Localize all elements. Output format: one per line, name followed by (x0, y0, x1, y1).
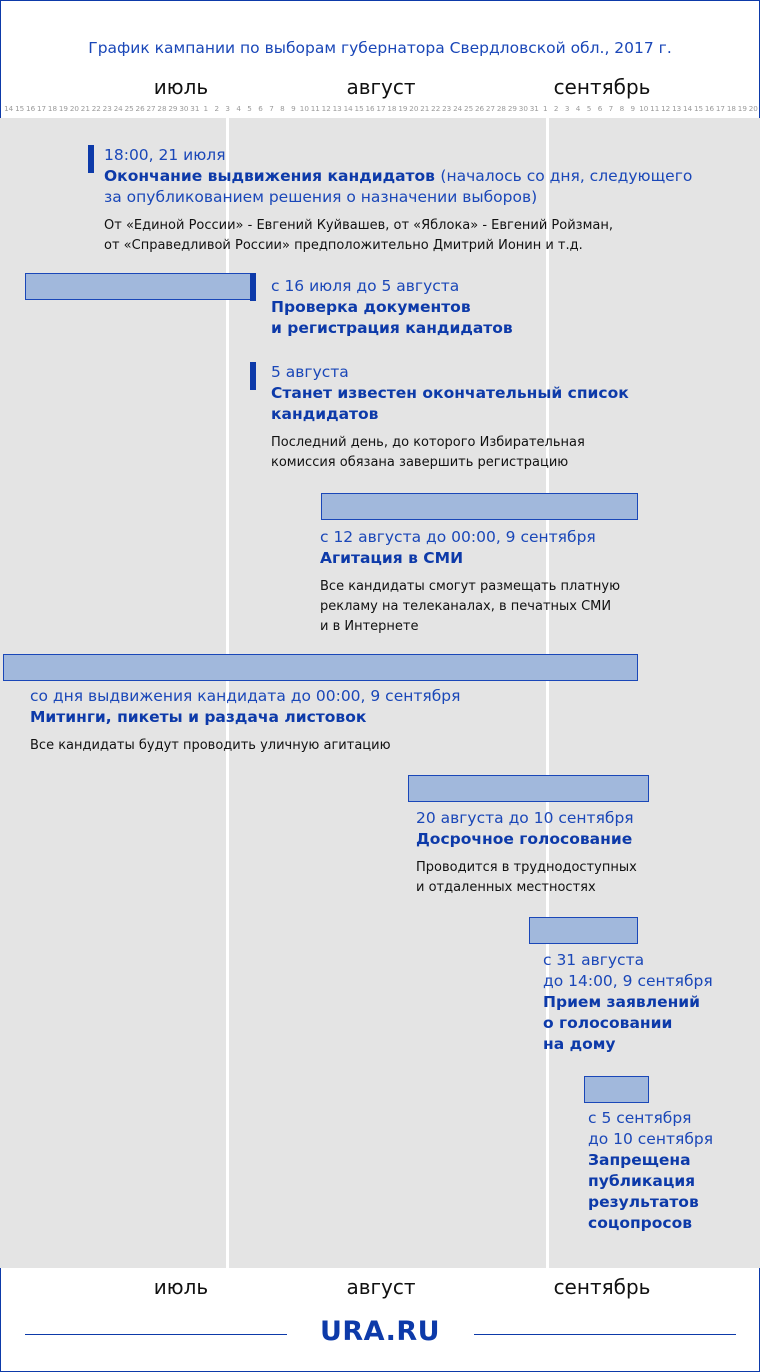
day-tick-label: 28 (496, 104, 507, 113)
day-tick-label: 8 (280, 104, 285, 113)
day-tick-label: 13 (672, 104, 682, 113)
september-divider (546, 118, 549, 1268)
event-date: 5 августа (271, 363, 349, 381)
event-poll-publication-ban (588, 1108, 713, 1234)
day-tick-label: 29 (168, 104, 178, 113)
event-bar-media-campaign (321, 493, 639, 520)
event-bar-poll-publication-ban (584, 1076, 650, 1103)
day-tick-label: 14 (4, 104, 14, 113)
day-tick-label: 1 (542, 104, 548, 113)
day-tick-label: 16 (704, 104, 715, 113)
day-tick-label: 3 (564, 104, 570, 113)
day-tick-label: 17 (715, 104, 726, 113)
event-description: От «Единой России» - Евгений Куйвашев, от «Яблока» - Евгений Ройзман, от «Справедливой России» предположительно Дмитрий Ионин и т.д. (104, 218, 613, 253)
day-tick-label: 8 (619, 104, 625, 113)
event-name: Запрещена публикация результатов соцопросов (588, 1151, 699, 1232)
event-date: 20 августа до 10 сентября (416, 809, 634, 827)
event-bar-rallies (3, 654, 638, 681)
day-tick-label: 9 (291, 104, 296, 113)
day-tick-label: 7 (269, 104, 274, 113)
event-name: Окончание выдвижения кандидатов (началось со дня, следующего за опубликованием решения о назначении выборов) (104, 167, 693, 206)
event-media-campaign (320, 527, 620, 637)
day-tick-label: 31 (190, 104, 200, 113)
day-tick-label: 23 (442, 104, 452, 113)
chart-title: График кампании по выборам губернатора Свердловской обл., 2017 г. (88, 39, 672, 57)
day-tick-label: 15 (693, 104, 704, 113)
day-tick-label: 4 (236, 104, 241, 113)
event-note: (началось со дня, следующего за опубликованием решения о назначении выборов) (104, 167, 693, 206)
event-description: Проводится в труднодоступных и отдаленных местностях (416, 860, 637, 895)
day-tick-label: 18 (47, 104, 58, 113)
month-label-july: июль (153, 75, 209, 99)
day-tick-label: 2 (214, 104, 220, 113)
day-tick-label: 23 (102, 104, 112, 113)
event-name: Агитация в СМИ (320, 549, 464, 567)
day-tick-label: 17 (36, 104, 47, 113)
event-description: Все кандидаты будут проводить уличную агитацию (30, 738, 391, 753)
event-name: Прием заявлений о голосовании на дому (543, 993, 701, 1053)
day-tick-row (0, 100, 760, 118)
day-tick-label: 5 (247, 104, 252, 113)
event-date: 18:00, 21 июля (104, 146, 226, 164)
event-name: Досрочное голосование (416, 830, 633, 848)
day-tick-label: 11 (650, 104, 660, 113)
month-label-july-bottom: июль (153, 1275, 209, 1299)
event-name: Станет известен окончательный список кандидатов (271, 384, 629, 423)
day-tick-label: 18 (726, 104, 736, 113)
day-tick-label: 22 (91, 104, 101, 113)
day-tick-label: 26 (474, 104, 485, 113)
month-label-september: сентябрь (553, 75, 651, 99)
day-tick-label: 24 (113, 104, 123, 113)
day-tick-label: 7 (608, 104, 614, 113)
day-tick-label: 12 (661, 104, 671, 113)
day-tick-label: 20 (409, 104, 419, 113)
day-tick-label: 6 (597, 104, 603, 113)
event-description: Последний день, до которого Избирательная комиссия обязана завершить регистрацию (271, 435, 585, 470)
month-label-august-bottom: август (346, 1275, 416, 1299)
day-tick-label: 15 (15, 104, 25, 113)
day-tick-label: 22 (431, 104, 441, 113)
day-tick-label: 27 (485, 104, 496, 113)
logo-rule-right (474, 1334, 736, 1335)
day-tick-label: 6 (258, 104, 263, 113)
event-description: Все кандидаты смогут размещать платную рекламу на телеканалах, в печатных СМИ и в Интернете (320, 579, 621, 634)
day-tick-label: 9 (630, 104, 636, 113)
day-tick-label: 16 (365, 104, 375, 113)
day-tick-label: 5 (586, 104, 592, 113)
event-bar-early-voting (408, 775, 649, 802)
month-label-september-bottom: сентябрь (553, 1275, 651, 1299)
day-tick-label: 25 (124, 104, 134, 113)
day-tick-label: 31 (529, 104, 539, 113)
day-tick-label: 11 (310, 104, 320, 113)
day-tick-label: 17 (376, 104, 386, 113)
day-tick-label: 1 (203, 104, 209, 113)
event-bar-registration (25, 273, 255, 300)
day-tick-label: 13 (332, 104, 342, 113)
ura-ru-logo: URA.RU (319, 1316, 441, 1347)
event-marker-registration (250, 273, 256, 301)
day-tick-label: 24 (453, 104, 463, 113)
event-name: Проверка документов и регистрация кандидатов (271, 298, 513, 337)
event-registration (271, 276, 513, 339)
day-tick-label: 19 (398, 104, 408, 113)
day-tick-label: 15 (354, 104, 364, 113)
event-name: Митинги, пикеты и раздача листовок (30, 708, 367, 726)
event-final-list (271, 362, 629, 473)
event-rallies (30, 686, 460, 756)
logo-rule-left (25, 1334, 287, 1335)
day-tick-label: 25 (464, 104, 474, 113)
event-date: с 16 июля до 5 августа (271, 277, 460, 295)
day-tick-label: 30 (179, 104, 189, 113)
day-tick-label: 16 (26, 104, 36, 113)
day-tick-label: 21 (420, 104, 430, 113)
month-label-august: август (346, 75, 416, 99)
day-tick-label: 10 (639, 104, 649, 113)
day-tick-label: 27 (146, 104, 156, 113)
day-tick-label: 12 (321, 104, 331, 113)
event-date: с 31 августа до 14:00, 9 сентября (543, 951, 713, 990)
day-tick-label: 30 (518, 104, 528, 113)
event-early-voting (416, 808, 637, 898)
day-tick-label: 19 (58, 104, 69, 113)
day-tick-label: 14 (343, 104, 353, 113)
event-date: со дня выдвижения кандидата до 00:00, 9 сентября (30, 687, 461, 705)
event-date: с 5 сентября до 10 сентября (588, 1109, 714, 1148)
event-marker-final-list (250, 362, 256, 390)
day-tick-label: 20 (69, 104, 79, 113)
event-marker-nomination-end (88, 145, 94, 173)
day-tick-label: 19 (737, 104, 747, 113)
day-tick-label: 14 (683, 104, 693, 113)
day-tick-label: 26 (135, 104, 145, 113)
day-tick-label: 2 (553, 104, 559, 113)
day-tick-label: 29 (507, 104, 517, 113)
day-tick-label: 18 (387, 104, 397, 113)
day-tick-label: 10 (299, 104, 309, 113)
day-tick-label: 20 (748, 104, 758, 113)
event-date: с 12 августа до 00:00, 9 сентября (320, 528, 596, 546)
event-bar-home-voting-applications (529, 917, 639, 944)
event-nomination-end (104, 145, 704, 256)
day-tick-label: 3 (225, 104, 230, 113)
day-tick-label: 28 (157, 104, 167, 113)
day-tick-label: 21 (80, 104, 90, 113)
day-tick-label: 4 (575, 104, 581, 113)
event-home-voting-applications (543, 950, 713, 1055)
